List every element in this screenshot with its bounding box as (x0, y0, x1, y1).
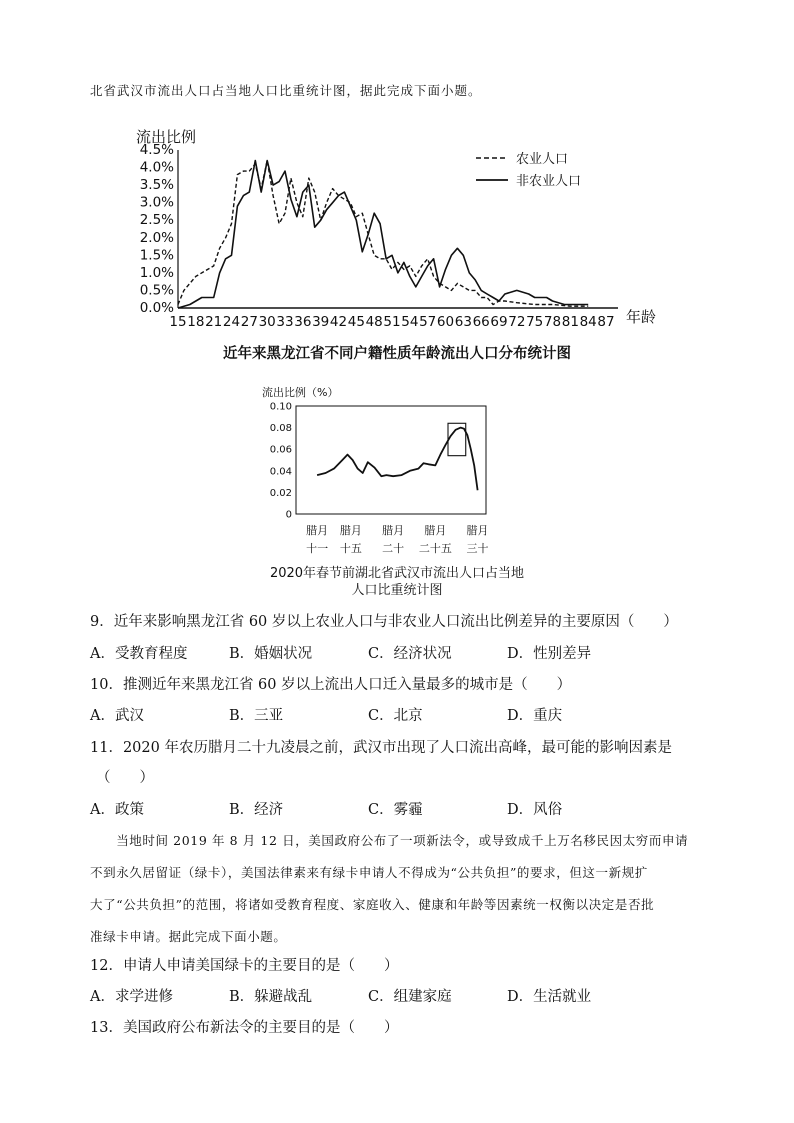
age-outflow-chart (130, 122, 670, 332)
chart2-title-line1: 2020年春节前湖北省武汉市流出人口占当地 (269, 566, 525, 581)
chart1-x-tick: 54 (401, 314, 419, 330)
q11-option-c[interactable]: C．雾霾 (368, 802, 423, 818)
q10-option-c[interactable]: C．北京 (368, 708, 423, 724)
chart2-ylabel: 流出比例（%） (262, 386, 339, 399)
chart1-x-tick: 57 (419, 314, 437, 330)
chart1-y-tick: 3.5% (139, 177, 174, 194)
question-10: 10．推测近年来黑龙江省 60 岁以上流出人口迁入量最多的城市是（ ） (90, 677, 572, 693)
chart2-y-tick: 0.04 (269, 466, 292, 478)
q9-option-a[interactable]: A．受教育程度 (90, 646, 188, 662)
chart1-y-tick: 2.5% (139, 212, 174, 229)
q11-option-a[interactable]: A．政策 (90, 802, 144, 818)
chart1-x-tick: 30 (258, 314, 276, 330)
chart1-y-tick: 4.5% (139, 142, 174, 158)
chart1-x-tick: 33 (276, 314, 294, 330)
q10-option-a[interactable]: A．武汉 (90, 708, 144, 724)
question-11-bracket: （ ） (96, 770, 154, 786)
chart2-y-tick: 0.10 (269, 401, 292, 413)
legend-agri-label: 农业人口 (516, 152, 569, 167)
question-11: 11．2020 年农历腊月二十九凌晨之前，武汉市出现了人口流出高峰，最可能的影响因素是 (90, 740, 672, 756)
passage-line-3: 大了“公共负担”的范围，将诸如受教育程度、家庭收入、健康和年龄等因素统一权衡以决定是否批 (90, 897, 655, 912)
chart1-y-tick: 0.5% (139, 282, 174, 299)
chart1-ylabel: 流出比例 (136, 128, 197, 146)
chart1-x-tick: 39 (312, 314, 330, 330)
chart1-y-tick: 1.0% (139, 264, 174, 281)
intro-text: 北省武汉市流出人口占当地人口比重统计图，据此完成下面小题。 (90, 83, 482, 98)
q9-option-c[interactable]: C．经济状况 (368, 646, 452, 662)
chart1-x-tick: 69 (490, 314, 508, 330)
chart2-title-line2: 人口比重统计图 (351, 583, 443, 598)
wuhan-outflow-line (317, 428, 478, 491)
chart2-frame (296, 406, 486, 514)
chart2-x-tick-top: 腊月 (306, 524, 329, 537)
passage-line-4: 准绿卡申请。据此完成下面小题。 (90, 929, 287, 944)
chart1-y-tick: 3.0% (139, 194, 174, 211)
chart1-y-tick: 0.0% (139, 300, 174, 316)
q11-option-b[interactable]: B．经济 (229, 802, 284, 818)
chart1-legend (476, 152, 581, 189)
chart1-x-tick: 24 (222, 314, 241, 330)
chart2-x-tick-bottom: 十五 (339, 542, 362, 555)
q12-option-a[interactable]: A．求学进修 (90, 989, 173, 1005)
chart2-x-tick-top: 腊月 (424, 524, 447, 537)
chart2-y-tick: 0.08 (269, 423, 292, 435)
chart2-x-tick-top: 腊月 (339, 524, 362, 537)
q11-option-d[interactable]: D．风俗 (507, 802, 563, 818)
q10-option-b[interactable]: B．三亚 (229, 708, 284, 724)
chart1-x-tick: 81 (561, 314, 579, 330)
chart1-x-tick: 63 (454, 314, 472, 330)
legend-nonagri-label: 非农业人口 (516, 174, 582, 189)
chart1-x-tick: 75 (526, 314, 544, 330)
chart2-x-tick-bottom: 二十五 (418, 542, 452, 555)
chart2-x-tick-top: 腊月 (382, 524, 405, 537)
chart2-x-tick-bottom: 二十 (382, 542, 405, 555)
chart1-x-tick: 72 (508, 314, 526, 330)
chart1-x-tick: 78 (543, 314, 562, 330)
chart1-x-tick: 36 (294, 314, 312, 330)
q10-option-d[interactable]: D．重庆 (507, 708, 563, 724)
chart1-x-tick: 45 (347, 314, 365, 330)
chart1-y-tick: 4.0% (139, 159, 174, 176)
passage-line-1: 当地时间 2019 年 8 月 12 日，美国政府公布了一项新法令，或导致成千上万名移民因太穷而申请 (90, 833, 689, 848)
chart2-x-tick-bottom: 三十 (466, 542, 489, 555)
chart1-y-tick: 1.5% (139, 247, 174, 264)
chart1-x-tick: 51 (383, 314, 401, 330)
chart1-x-tick: 15 (169, 314, 187, 330)
wuhan-outflow-chart (252, 380, 502, 560)
chart1-x-tick: 60 (436, 314, 455, 330)
chart1-x-tick: 84 (579, 314, 597, 330)
q9-option-b[interactable]: B．婚姻状况 (229, 646, 313, 662)
question-13: 13．美国政府公布新法令的主要目的是（ ） (90, 1020, 399, 1036)
question-9: 9．近年来影响黑龙江省 60 岁以上农业人口与非农业人口流出比例差异的主要原因（ ） (90, 614, 678, 630)
chart1-y-tick: 2.0% (139, 229, 174, 246)
chart1-x-tick: 48 (365, 314, 383, 330)
chart1-x-tick: 27 (240, 314, 258, 330)
chart1-xlabel: 年龄 (626, 308, 657, 326)
q9-option-d[interactable]: D．性别差异 (507, 646, 592, 662)
chart2-y-tick: 0.06 (269, 444, 292, 456)
q12-option-b[interactable]: B．躲避战乱 (229, 989, 313, 1005)
q12-option-c[interactable]: C．组建家庭 (368, 989, 452, 1005)
chart2-x-tick-top: 腊月 (466, 524, 489, 537)
q12-option-d[interactable]: D．生活就业 (507, 989, 592, 1005)
chart1-x-tick: 42 (329, 314, 348, 330)
passage (90, 832, 720, 960)
chart1-title: 近年来黑龙江省不同户籍性质年龄流出人口分布统计图 (223, 346, 571, 362)
chart1-x-tick: 21 (205, 314, 223, 330)
chart2-y-tick: 0 (285, 509, 292, 521)
chart2-y-tick: 0.02 (269, 487, 292, 499)
passage-line-2: 不到永久居留证（绿卡），美国法律素来有绿卡申请人不得成为“公共负担”的要求，但这一新规扩 (90, 865, 648, 880)
chart2-x-tick-bottom: 十一 (306, 542, 329, 555)
chart1-x-tick: 87 (597, 314, 615, 330)
chart1-x-tick: 66 (472, 314, 490, 330)
question-12: 12．申请人申请美国绿卡的主要目的是（ ） (90, 958, 399, 974)
chart1-x-tick: 18 (187, 314, 205, 330)
